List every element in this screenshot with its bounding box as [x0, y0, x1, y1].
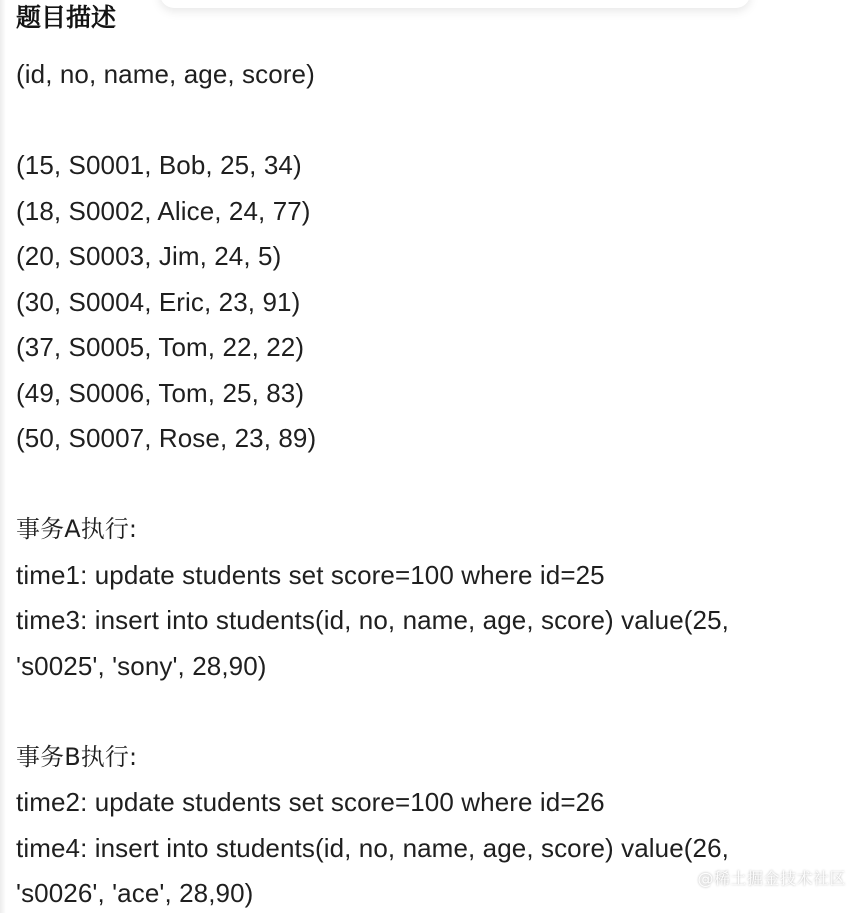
- spacer: [16, 462, 856, 508]
- transaction-a-line: time1: update students set score=100 where id=25: [16, 559, 605, 590]
- transaction-b-block: [16, 735, 856, 917]
- transaction-a-line: 's0025', 'sony', 28,90): [16, 650, 267, 681]
- table-row: (18, S0002, Alice, 24, 77): [16, 195, 311, 226]
- transaction-b-line: 's0026', 'ace', 28,90): [16, 878, 254, 908]
- left-edge-shade: [0, 0, 6, 913]
- table-row: (15, S0001, Bob, 25, 34): [16, 150, 302, 180]
- document-body: [16, 0, 856, 917]
- transaction-a-label: 事务A执行:: [16, 515, 138, 543]
- transaction-a-line: time3: insert into students(id, no, name, age, score) value(25,: [16, 605, 729, 635]
- table-row: (20, S0003, Jim, 24, 5): [16, 241, 282, 271]
- transaction-a-block: [16, 507, 856, 689]
- spacer: [16, 36, 856, 52]
- transaction-b-line: time4: insert into students(id, no, name, age, score) value(26,: [16, 832, 729, 863]
- watermark: @稀土掘金技术社区: [697, 869, 846, 888]
- table-row: (37, S0005, Tom, 22, 22): [16, 332, 305, 362]
- table-row: (49, S0006, Tom, 25, 83): [16, 377, 305, 408]
- transaction-b-label: 事务B执行:: [16, 742, 138, 771]
- section-heading: 题目描述: [16, 3, 117, 32]
- transaction-b-line: time2: update students set score=100 where id=26: [16, 787, 605, 817]
- spacer: [16, 689, 856, 735]
- table-rows: [16, 143, 856, 462]
- table-row: (50, S0007, Rose, 23, 89): [16, 423, 317, 453]
- table-schema: (id, no, name, age, score): [16, 59, 315, 89]
- table-row: (30, S0004, Eric, 23, 91): [16, 286, 301, 317]
- spacer: [16, 98, 856, 144]
